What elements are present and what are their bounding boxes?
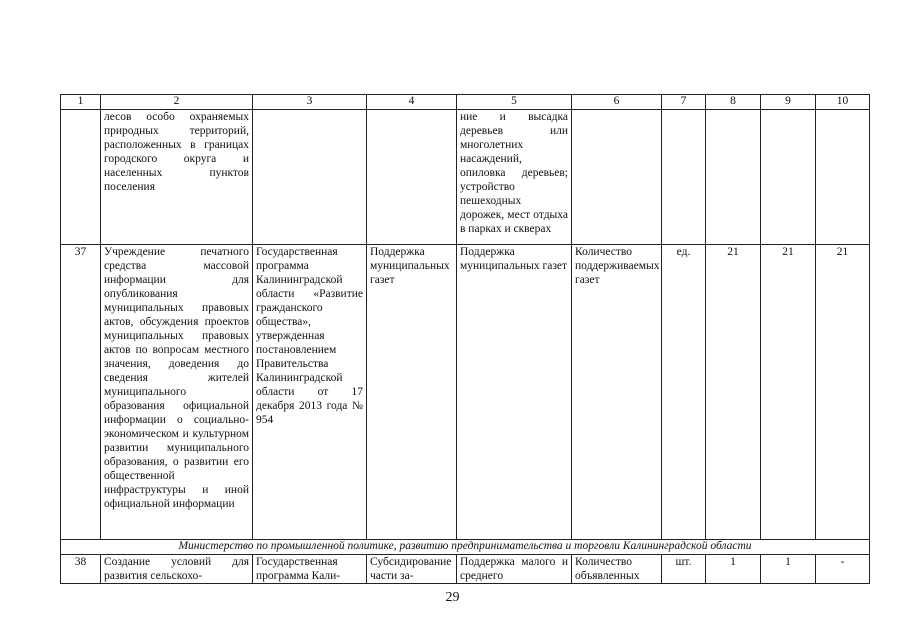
cell-indicator: Количество объявленных bbox=[572, 555, 662, 584]
cell-value: 21 bbox=[761, 245, 816, 540]
header-row bbox=[61, 95, 870, 110]
cell-activity: Учреждение печатного средства массовой информации для опубликования муниципальных правовых актов, обсуждения проектов муниципальных правовых актов по вопросам местного значения, доведения до сведения жителей муниципального образования официальной информации о социально-экономическом и культурном развитии муниципального образования, о развитии его общественной инфраструктуры и иной официальной информации bbox=[101, 245, 253, 540]
header-cell: 8 bbox=[706, 95, 761, 110]
cell-description: Поддержка малого и среднего bbox=[457, 555, 572, 584]
cell-measure bbox=[367, 110, 457, 245]
cell-number: 37 bbox=[61, 245, 101, 540]
table-row-continuation bbox=[61, 110, 870, 245]
ministry-heading: Министерство по промышленной политике, развитию предпринимательства и торговли Калининградской области bbox=[61, 540, 870, 555]
cell-program: Государственная программа Кали- bbox=[253, 555, 367, 584]
cell-number bbox=[61, 110, 101, 245]
cell-number: 38 bbox=[61, 555, 101, 584]
cell-measure: Поддержка муниципальных газет bbox=[367, 245, 457, 540]
cell-unit: шт. bbox=[662, 555, 706, 584]
cell-activity: Создание условий для развития сельскохо- bbox=[101, 555, 253, 584]
cell-indicator: Количество поддерживаемых газет bbox=[572, 245, 662, 540]
cell-value bbox=[761, 110, 816, 245]
header-cell: 10 bbox=[816, 95, 870, 110]
cell-activity: лесов особо охраняемых природных территорий, расположенных в границах городского округа и населенных пунктов поселения bbox=[101, 110, 253, 245]
cell-value: 1 bbox=[706, 555, 761, 584]
cell-value: 1 bbox=[761, 555, 816, 584]
header-cell: 9 bbox=[761, 95, 816, 110]
header-cell: 5 bbox=[457, 95, 572, 110]
page-number: 29 bbox=[445, 590, 460, 605]
cell-indicator bbox=[572, 110, 662, 245]
cell-unit: ед. bbox=[662, 245, 706, 540]
cell-measure: Субсидирование части за- bbox=[367, 555, 457, 584]
header-cell: 6 bbox=[572, 95, 662, 110]
ministry-row bbox=[61, 540, 870, 555]
header-cell: 4 bbox=[367, 95, 457, 110]
cell-value bbox=[816, 110, 870, 245]
cell-value: 21 bbox=[706, 245, 761, 540]
table-row-37 bbox=[61, 245, 870, 540]
header-cell: 2 bbox=[101, 95, 253, 110]
header-cell: 1 bbox=[61, 95, 101, 110]
cell-program bbox=[253, 110, 367, 245]
cell-program: Государственная программа Калининградской области «Развитие гражданского общества», утвержденная постановлением Правительства Калининградской области от 17 декабря 2013 года № 954 bbox=[253, 245, 367, 540]
cell-value: 21 bbox=[816, 245, 870, 540]
header-cell: 7 bbox=[662, 95, 706, 110]
cell-description: Поддержка муниципальных газет bbox=[457, 245, 572, 540]
cell-description: ние и высадка деревьев или многолетних насаждений, опиловка деревьев; устройство пешеходных дорожек, мест отдыха в парках и скверах bbox=[457, 110, 572, 245]
cell-value bbox=[706, 110, 761, 245]
cell-unit bbox=[662, 110, 706, 245]
cell-value: - bbox=[816, 555, 870, 584]
table-row-38 bbox=[61, 555, 870, 584]
header-cell: 3 bbox=[253, 95, 367, 110]
document-table bbox=[60, 94, 870, 584]
